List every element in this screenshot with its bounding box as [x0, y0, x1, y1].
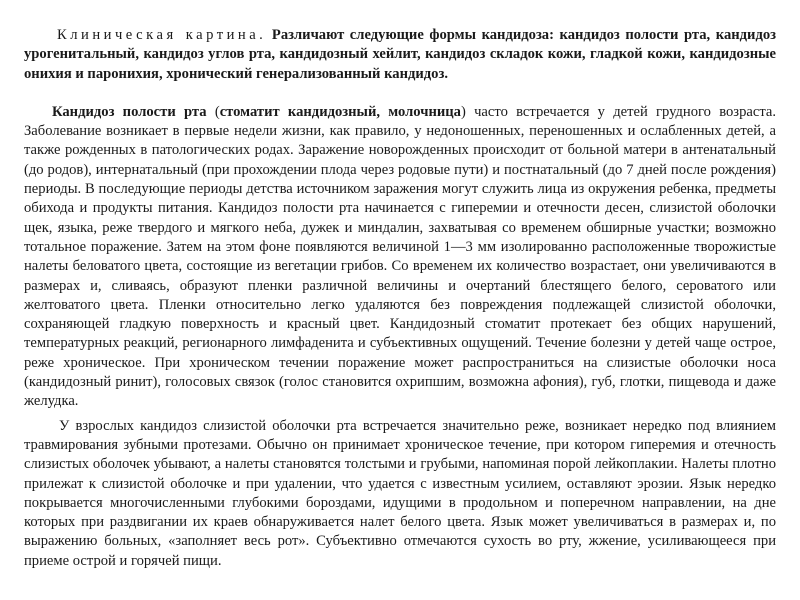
oral-candidiasis-body: ) часто встречается у детей грудного возраста. Заболевание возникает в первые недели жизни, как правило, у недоношенных, переношенных и ослабленных детей, а также рожденных в патологических родах. Заражение новорожденных происходит от больной матери в антенатальный (до родов), интернатальный (при прохождении плода через родовые пути) и постнатальный (до 7 дней после рождения) периоды. В последующие периоды детства источником заражения могут служить лица из окружения ребенка, предметы обихода и продукты питания. Кандидоз полости рта начинается с гиперемии и отечности десен, слизистой оболочки щек, языка, реже твердого и мягкого неба, дужек и миндалин, захватывая со временем обширные участки; возможно тотальное поражение. Затем на этом фоне появляются величиной 1—3 мм изолированно расположенные творожистые налеты беловатого цвета, состоящие из вегетации грибов. Со временем их количество возрастает, они увеличиваются в размерах и, сливаясь, образуют пленки различной величины и очертаний блестящего белого, сероватого или желтоватого цвета. Пленки относительно легко удаляются без повреждения подлежащей слизистой оболочки, сохраняющей гладкую поверхность и красный цвет. Кандидозный стоматит протекает без общих нарушений, температурных реакций, регионарного лимфаденита и субъективных ощущений. Течение болезни у детей чаще острое, реже хроническое. При хроническом течении поражение может распространиться на слизистые оболочки носа (кандидозный ринит), голосовых связок (голос становится охрипшим, возможна афония), губ, глотки, пищевода и даже желудка. — [24, 103, 777, 410]
open-paren: ( — [206, 103, 220, 120]
oral-candidiasis-term: Кандидоз полости рта — [52, 103, 207, 120]
paragraph-forms-of-candidiasis — [24, 26, 776, 84]
adult-candidiasis-body: У взрослых кандидоз слизистой оболочки рта встречается значительно реже, возникает нередко под влиянием травмирования зубными протезами. Обычно он принимает хроническое течение, при котором гиперемия и отечность слизистых оболочек убывают, а налеты становятся толстыми и грубыми, напоминая порой лейкоплакии. Налеты плотно прилежат к слизистой оболочке и при удалении, что удается с известным усилием, оставляют эрозии. Язык нередко покрывается многочисленными глубокими бороздами, идущими в продольном и поперечном направлении, на дне которых при раздвигании их краев обнаруживается налет белого цвета. Язык может увеличиваться в размерах и, по выражению больных, «заполняет весь рот». Субъективно отмечаются сухость во рту, жжение, усиливающееся при приеме острой и горячей пищи. — [24, 417, 776, 569]
paragraph-oral-candidiasis — [24, 103, 776, 412]
oral-candidiasis-synonyms: стоматит кандидозный, молочница — [219, 103, 461, 120]
document-page — [24, 26, 776, 571]
section-lead-clinical-picture: Клиническая картина. — [57, 27, 267, 43]
paragraph-adult-candidiasis — [24, 417, 776, 571]
forms-list-text: Различают следующие формы кандидоза: кандидоз полости рта, кандидоз урогенитальный, кандидоз углов рта, кандидозный хейлит, кандидоз складок кожи, гладкой кожи, кандидозные онихия и паронихия, хронический генерализованный кандидоз. — [24, 27, 776, 82]
